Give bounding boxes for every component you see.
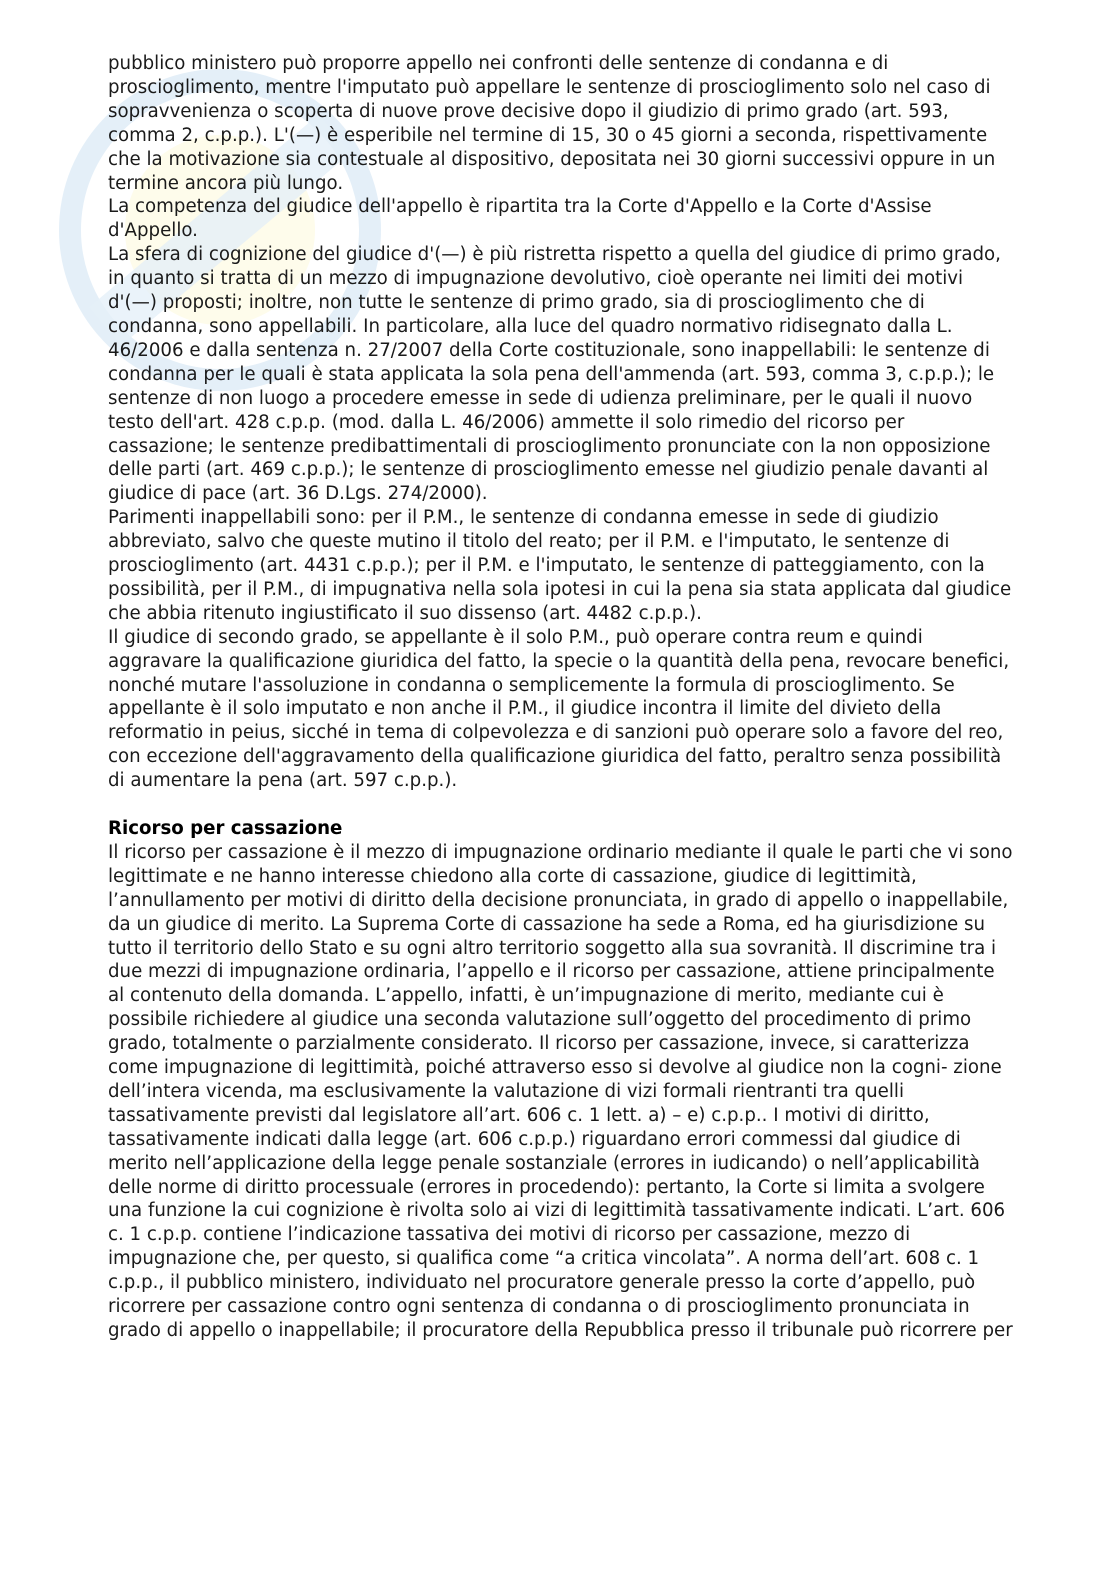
paragraph-sfera-cognizione: La sfera di cognizione del giudice d'(—) è più ristretta rispetto a quella del giudice di primo grado, in quanto si tratta di un mezzo di impugnazione devolutivo, cioè operante nei limiti dei motivi d'(—) proposti; inoltre, non tutte le sentenze di primo grado, sia di proscioglimento che di condanna, sono appellabili. In particolare, alla luce del quadro normativo ridisegnato dalla L. 46/2006 e dalla sentenza n. 27/2007 della Corte costituzionale, sono inappellabili: le sentenze di condanna per le quali è stata applicata la sola pena dell'ammenda (art. 593, comma 3, c.p.p.); le sentenze di non luogo a procedere emesse in sede di udienza preliminare, per le quali il nuovo testo dell'art. 428 c.p.p. (mod. dalla L. 46/2006) ammette il solo rimedio del ricorso per cassazione; le sentenze predibattimentali di proscioglimento pronunciate con la non opposizione delle parti (art. 469 c.p.p.); le sentenze di proscioglimento emesse nel giudizio penale davanti al giudice di pace (art. 36 D.Lgs. 274/2000). bbox=[108, 244, 1001, 505]
paragraph-ricorso-cassazione: Il ricorso per cassazione è il mezzo di impugnazione ordinario mediante il quale le parti che vi sono legittimate e ne hanno interesse chiedono alla corte di cassazione, giudice di legittimità, l’annullamento per motivi di diritto della decisione pronunciata, in grado di appello o inappellabile, da un giudice di merito. La Suprema Corte di cassazione ha sede a Roma, ed ha giurisdizione su tutto il territorio dello Stato e su ogni altro territorio soggetto alla sua sovranità. Il discrimine tra i due mezzi di impugnazione ordinaria, l’appello e il ricorso per cassazione, attiene principalmente al contenuto della domanda. L’appello, infatti, è un’impugnazione di merito, mediante cui è possibile richiedere al giudice una seconda valutazione sull’oggetto del procedimento di primo grado, totalmente o parzialmente considerato. Il ricorso per cassazione, invece, si caratterizza come impugnazione di legittimità, poiché attraverso esso si devolve al giudice non la cogni- zione dell’intera vicenda, ma esclusivamente la valutazione di vizi formali rientranti tra quelli tassativamente previsti dal legislatore all’art. 606 c. 1 lett. a) – e) c.p.p.. I motivi di diritto, tassativamente indicati dalla legge (art. 606 c.p.p.) riguardano errori commessi dal giudice di merito nell’applicazione della legge penale sostanziale (errores in iudicando) o nell’applicabilità delle norme di diritto processuale (errores in procedendo): pertanto, la Corte si limita a svolgere una funzione la cui cognizione è rivolta solo ai vizi di legittimità tassativamente indicati. L’art. 606 c. 1 c.p.p. contiene l’indicazione tassativa dei motivi di ricorso per cassazione, mezzo di impugnazione che, per questo, si qualifica come “a critica vincolata”. A norma dell’art. 608 c. 1 c.p.p., il pubblico ministero, individuato nel procuratore generale presso la corte d’appello, può ricorrere per cassazione contro ogni sentenza di condanna o di proscioglimento pronunciata in grado di appello o inappellabile; il procuratore della Repubblica presso il tribunale può ricorrere per bbox=[108, 841, 1013, 1342]
paragraph-appello-intro: pubblico ministero può proporre appello nei confronti delle sentenze di condanna e di proscioglimento, mentre l'imputato può appellare le sentenze di proscioglimento solo nel caso di sopravvenienza o scoperta di nuove prove decisive dopo il giudizio di primo grado (art. 593, comma 2, c.p.p.). L'(—) è esperibile nel termine di 15, 30 o 45 giorni a seconda, rispettivamente che la motivazione sia contestuale al dispositivo, depositata nei 30 giorni successivi oppure in un termine ancora più lungo. bbox=[108, 53, 996, 194]
paragraph-competenza: La competenza del giudice dell'appello è ripartita tra la Corte d'Appello e la Corte d'Assise d'Appello. bbox=[108, 196, 932, 242]
paragraph-inappellabili: Parimenti inappellabili sono: per il P.M., le sentenze di condanna emesse in sede di giudizio abbreviato, salvo che queste mutino il titolo del reato; per il P.M. e l'imputato, le sentenze di proscioglimento (art. 4431 c.p.p.); per il P.M. e l'imputato, le sentenze di patteggiamento, con la possibilità, per il P.M., di impugnativa nella sola ipotesi in cui la pena sia stata applicata dal giudice che abbia ritenuto ingiustificato il suo dissenso (art. 4482 c.p.p.). bbox=[108, 507, 1012, 624]
paragraph-giudice-secondo-grado: Il giudice di secondo grado, se appellante è il solo P.M., può operare contra reum e quindi aggravare la qualificazione giuridica del fatto, la specie o la quantità della pena, revocare benefici, nonché mutare l'assoluzione in condanna o semplicemente la formula di proscioglimento. Se appellante è il solo imputato e non anche il P.M., il giudice incontra il limite del divieto della reformatio in peius, sicché in tema di colpevolezza e di sanzioni può operare solo a favore del reo, con eccezione dell'aggravamento della qualificazione giuridica del fatto, peraltro senza possibilità di aumentare la pena (art. 597 c.p.p.). bbox=[108, 626, 1010, 792]
paragraph-spacer bbox=[108, 793, 1013, 817]
document-body bbox=[108, 52, 1013, 1343]
section-heading: Ricorso per cassazione bbox=[108, 817, 343, 839]
